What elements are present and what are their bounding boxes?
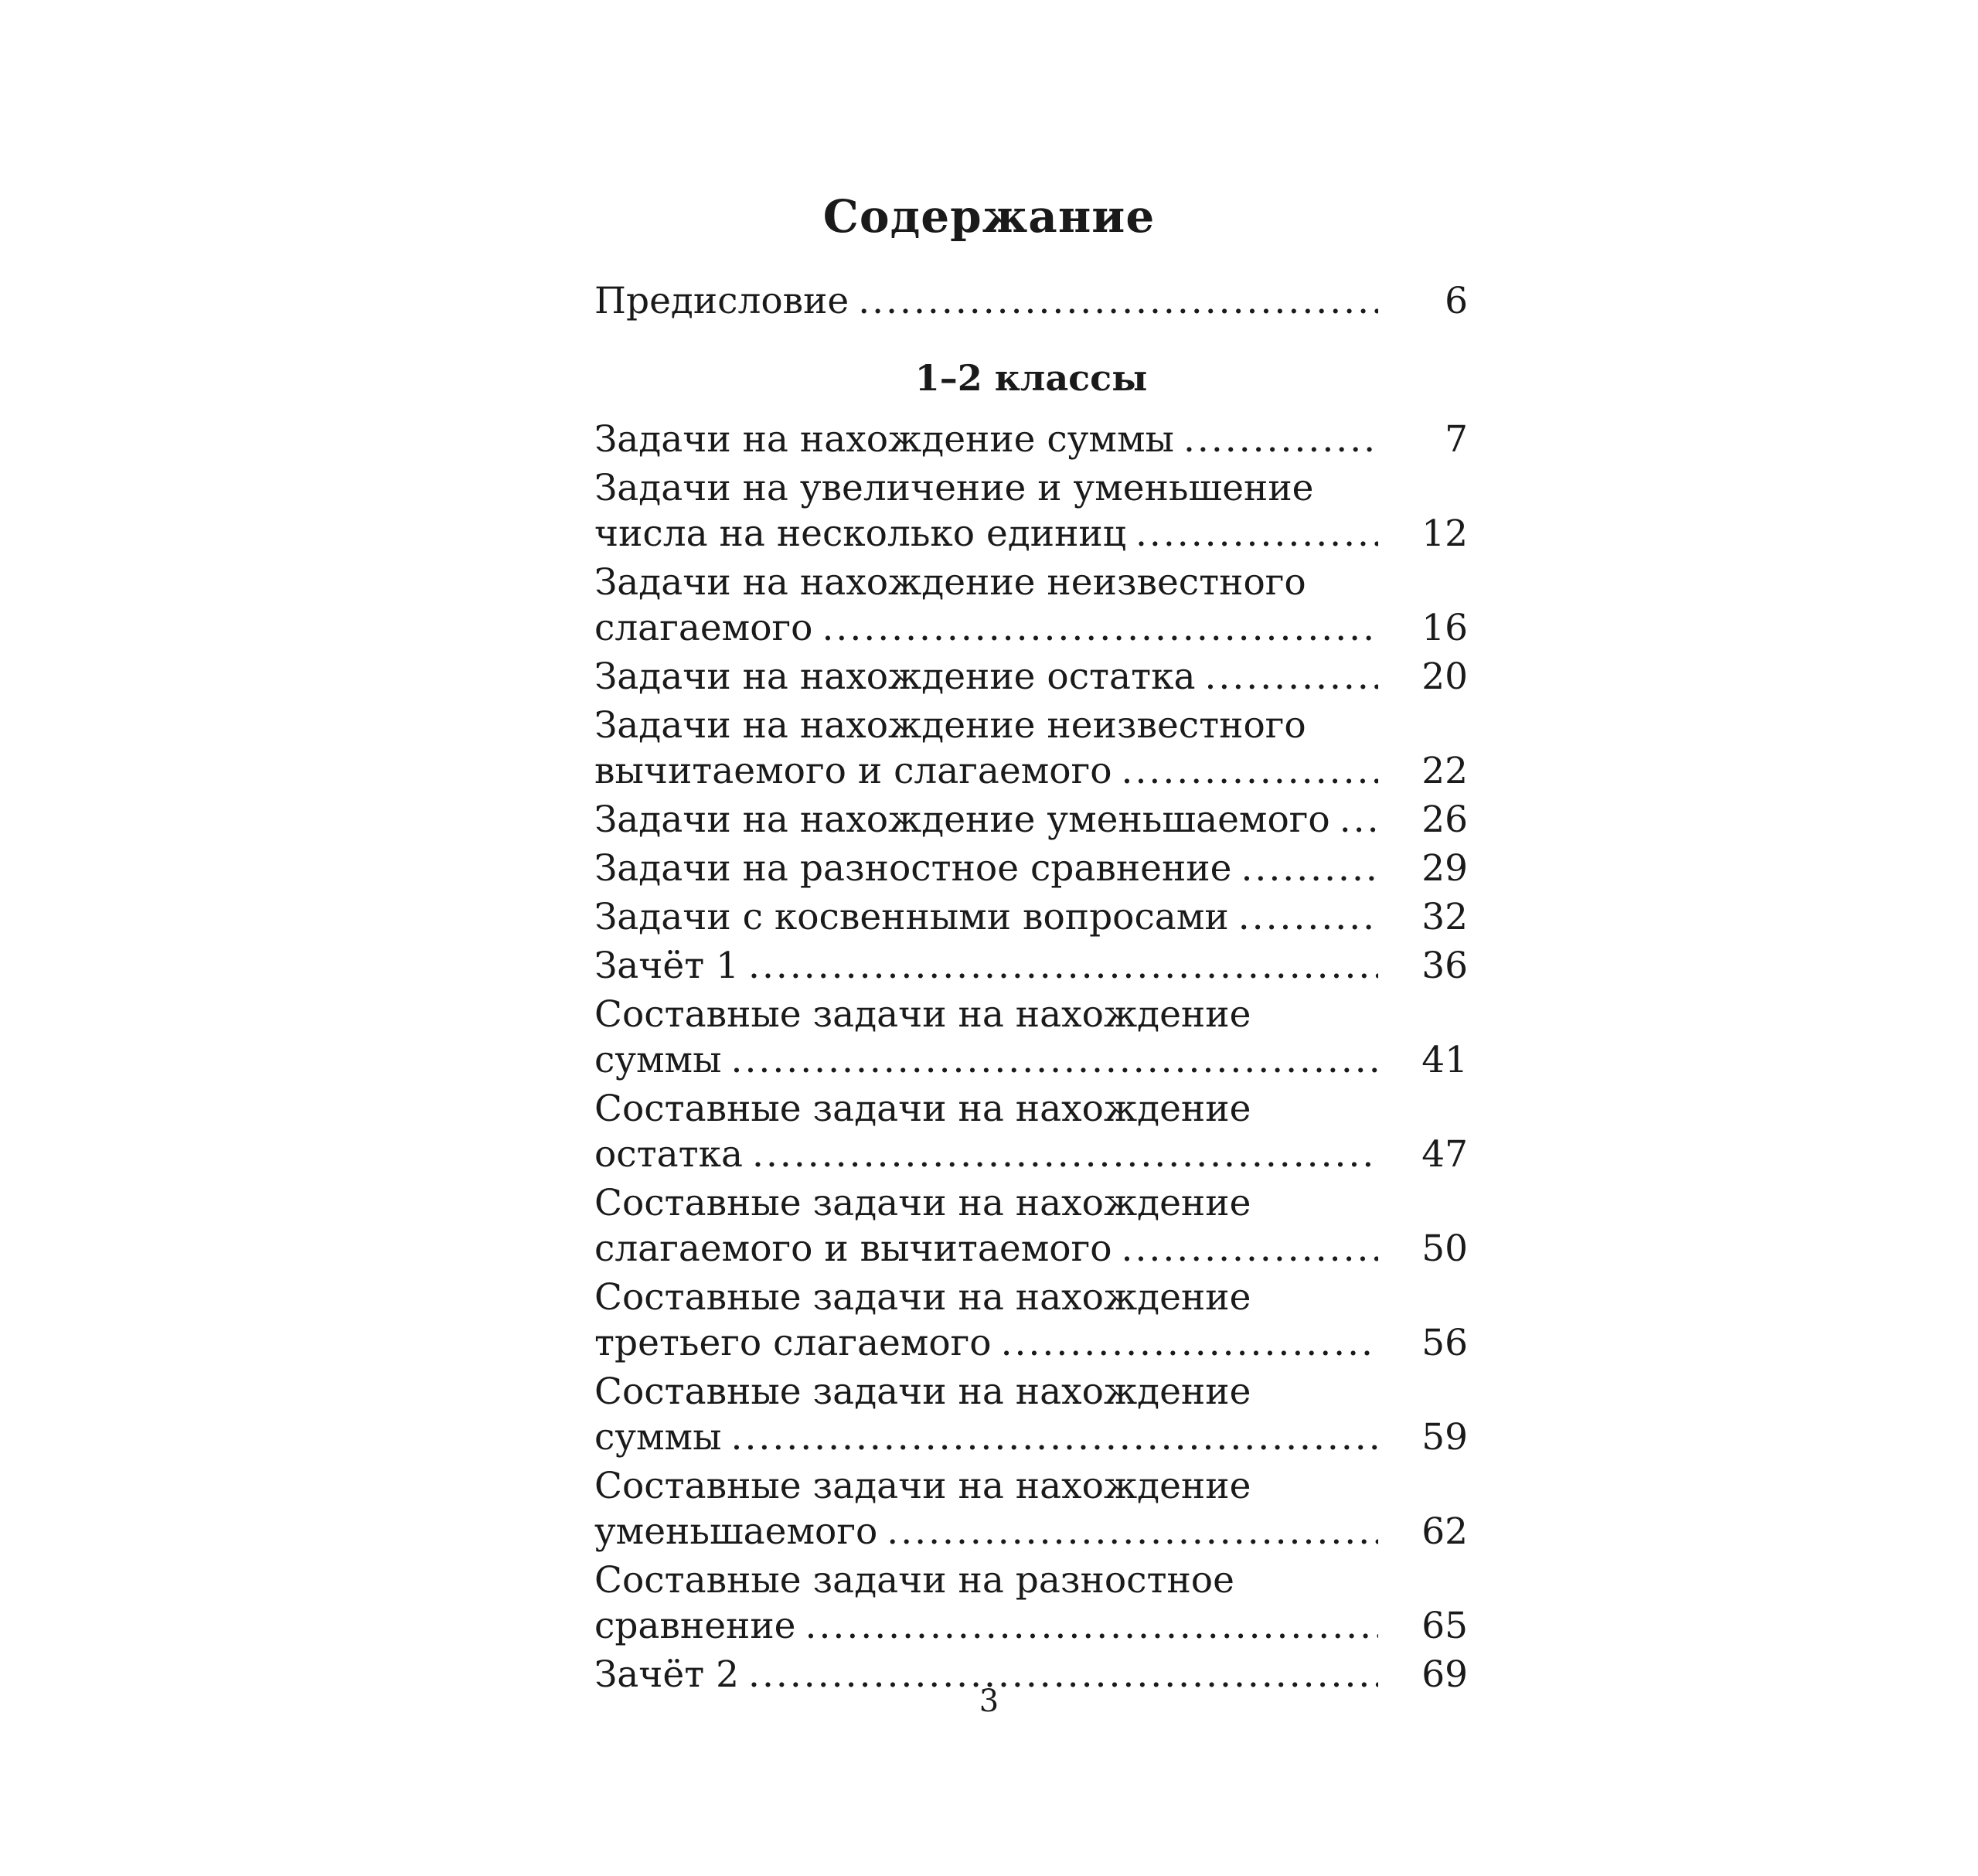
toc-page-number: 12: [1421, 512, 1468, 555]
toc-entry-title-line: Составные задачи на нахождение: [594, 1465, 1251, 1507]
toc-entry-title: Задачи на нахождение остатка: [594, 655, 1196, 698]
toc-page-number: 47: [1421, 1133, 1468, 1176]
toc-entry-title: вычитаемого и слагаемого: [594, 750, 1112, 792]
toc-entry-title: Задачи с косвенными вопросами: [594, 896, 1229, 938]
toc-entry[interactable]: [594, 992, 1468, 1083]
dot-leader: [1001, 1320, 1378, 1366]
toc-entry-title: уменьшаемого: [594, 1510, 878, 1553]
dot-leader: [822, 605, 1378, 651]
toc-entry[interactable]: [594, 943, 1468, 989]
toc-entry-title-line: Составные задачи на нахождение: [594, 1088, 1251, 1130]
dot-leader: [858, 278, 1378, 324]
toc-page-number: 69: [1421, 1653, 1468, 1696]
toc-page-number: 56: [1421, 1322, 1468, 1364]
toc-entry-preface[interactable]: [594, 278, 1468, 324]
dot-leader: [1340, 797, 1378, 843]
toc-entry-title: третьего слагаемого: [594, 1322, 992, 1364]
toc-entry-title: Зачёт 2: [594, 1653, 740, 1696]
toc-entry[interactable]: [594, 1086, 1468, 1177]
toc-entry-title: суммы: [594, 1039, 722, 1081]
toc-page-number: 20: [1421, 655, 1468, 698]
dot-leader: [1183, 417, 1378, 462]
toc-entry-title: Задачи на нахождение суммы: [594, 418, 1174, 461]
toc-entry-title: Задачи на нахождение уменьшаемого: [594, 798, 1330, 841]
toc-entry-title: сравнение: [594, 1605, 796, 1647]
toc-entry-title-line: Задачи на увеличение и уменьшение: [594, 467, 1314, 509]
toc-page-number: 50: [1421, 1227, 1468, 1270]
toc-page-number: 29: [1421, 847, 1468, 890]
dot-leader: [752, 1132, 1378, 1177]
section-heading: 1–2 классы: [914, 357, 1148, 399]
toc-entry-title-line: Составные задачи на разностное: [594, 1559, 1234, 1602]
dot-leader: [805, 1603, 1379, 1649]
toc-entry-title: суммы: [594, 1416, 722, 1459]
toc-entry[interactable]: [594, 1275, 1468, 1366]
page-title: Содержание: [822, 190, 1156, 243]
table-of-contents: [594, 278, 1468, 1701]
page-number: 3: [979, 1684, 999, 1719]
toc-entry-title-line: Составные задачи на нахождение: [594, 1276, 1251, 1319]
toc-page-number: 62: [1421, 1510, 1468, 1553]
toc-entry[interactable]: [594, 1558, 1468, 1649]
toc-entry-title: остатка: [594, 1133, 744, 1176]
dot-leader: [731, 1037, 1379, 1083]
toc-page-number: 65: [1421, 1605, 1468, 1647]
toc-page-number: 7: [1445, 418, 1468, 461]
toc-page-number: 26: [1421, 798, 1468, 841]
toc-entry[interactable]: [594, 703, 1468, 794]
toc-entries: [594, 417, 1468, 1697]
toc-entry[interactable]: [594, 846, 1468, 891]
dot-leader: [1135, 511, 1378, 557]
dot-leader: [1238, 894, 1378, 940]
toc-entry-title-line: Составные задачи на нахождение: [594, 993, 1251, 1036]
dot-leader: [748, 943, 1378, 989]
toc-page-number: 59: [1421, 1416, 1468, 1459]
toc-entry[interactable]: [594, 1369, 1468, 1460]
dot-leader: [731, 1415, 1379, 1460]
toc-entry-title: числа на несколько единиц: [594, 512, 1126, 555]
toc-entry[interactable]: [594, 654, 1468, 700]
toc-entry[interactable]: [594, 560, 1468, 651]
toc-page-number: 32: [1421, 896, 1468, 938]
toc-entry[interactable]: [594, 465, 1468, 557]
toc-page-number: 22: [1421, 750, 1468, 792]
toc-page-number: 16: [1421, 607, 1468, 649]
toc-entry[interactable]: [594, 1180, 1468, 1272]
dot-leader: [887, 1509, 1378, 1554]
toc-page-number: 6: [1445, 280, 1468, 322]
dot-leader: [1122, 748, 1378, 794]
toc-entry-title-line: Составные задачи на нахождение: [594, 1370, 1251, 1413]
toc-entry-title: Зачёт 1: [594, 945, 740, 987]
toc-entry[interactable]: [594, 417, 1468, 462]
toc-entry-title-line: Задачи на нахождение неизвестного: [594, 561, 1306, 604]
toc-entry-title: Предисловие: [594, 280, 849, 322]
toc-entry-title-line: Составные задачи на нахождение: [594, 1182, 1251, 1224]
dot-leader: [1122, 1226, 1378, 1272]
toc-entry-title: слагаемого: [594, 607, 813, 649]
dot-leader: [1241, 846, 1378, 891]
toc-page-number: 41: [1421, 1039, 1468, 1081]
toc-entry[interactable]: [594, 797, 1468, 843]
toc-page-number: 36: [1421, 945, 1468, 987]
toc-entry-title: слагаемого и вычитаемого: [594, 1227, 1112, 1270]
toc-entry-title: Задачи на разностное сравнение: [594, 847, 1232, 890]
toc-entry[interactable]: [594, 894, 1468, 940]
toc-entry-title-line: Задачи на нахождение неизвестного: [594, 704, 1306, 747]
dot-leader: [1204, 654, 1378, 700]
toc-entry[interactable]: [594, 1463, 1468, 1554]
